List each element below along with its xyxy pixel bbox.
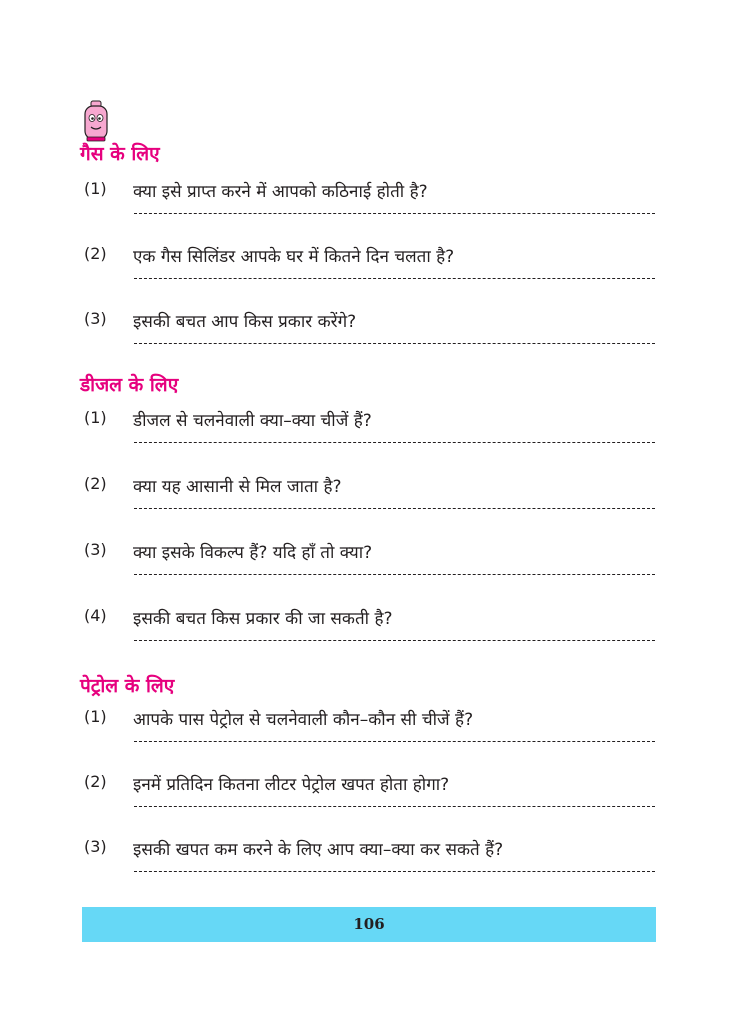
question-text: एक गैस सिलिंडर आपके घर में कितने दिन चलता है? <box>133 247 455 267</box>
answer-line[interactable] <box>134 741 655 742</box>
answer-line[interactable] <box>134 442 655 443</box>
diesel-question-2 <box>80 474 655 530</box>
footer-bar <box>82 907 656 942</box>
section-petrol-heading: पेट्रोल के लिए <box>80 675 175 697</box>
gas-question-2 <box>80 244 655 300</box>
question-number: (2) <box>84 474 107 493</box>
question-number: (3) <box>84 540 107 559</box>
question-text: क्या इसके विकल्प हैं? यदि हाँ तो क्या? <box>133 543 373 563</box>
question-number: (3) <box>84 309 107 328</box>
answer-line[interactable] <box>134 508 655 509</box>
question-number: (1) <box>84 408 107 427</box>
question-text: आपके पास पेट्रोल से चलनेवाली कौन–कौन सी चीजें हैं? <box>133 710 474 730</box>
answer-line[interactable] <box>134 278 655 279</box>
question-number: (3) <box>84 837 107 856</box>
gas-cylinder-mascot-icon <box>82 100 110 142</box>
question-number: (4) <box>84 606 107 625</box>
answer-line[interactable] <box>134 640 655 641</box>
answer-line[interactable] <box>134 343 655 344</box>
question-text: क्या इसे प्राप्त करने में आपको कठिनाई होती है? <box>133 182 428 202</box>
answer-line[interactable] <box>134 871 655 872</box>
gas-question-1 <box>80 179 655 235</box>
question-text: क्या यह आसानी से मिल जाता है? <box>133 477 342 497</box>
answer-line[interactable] <box>134 213 655 214</box>
gas-question-3 <box>80 309 655 365</box>
question-text: इसकी बचत आप किस प्रकार करेंगे? <box>133 312 357 332</box>
diesel-question-3 <box>80 540 655 596</box>
answer-line[interactable] <box>134 574 655 575</box>
diesel-question-1 <box>80 408 655 464</box>
question-number: (2) <box>84 772 107 791</box>
page-number: 106 <box>353 915 385 933</box>
petrol-question-2 <box>80 772 655 828</box>
petrol-question-3 <box>80 837 655 893</box>
section-gas-heading: गैस के लिए <box>80 143 160 165</box>
answer-line[interactable] <box>134 806 655 807</box>
question-text: इसकी खपत कम करने के लिए आप क्या–क्या कर सकते हैं? <box>133 840 504 860</box>
question-number: (2) <box>84 244 107 263</box>
question-text: डीजल से चलनेवाली क्या–क्या चीजें हैं? <box>133 411 372 431</box>
diesel-question-4 <box>80 606 655 662</box>
section-diesel-heading: डीजल के लिए <box>80 374 179 396</box>
question-number: (1) <box>84 707 107 726</box>
petrol-question-1 <box>80 707 655 763</box>
question-text: इनमें प्रतिदिन कितना लीटर पेट्रोल खपत होता होगा? <box>133 775 450 795</box>
question-text: इसकी बचत किस प्रकार की जा सकती है? <box>133 609 393 629</box>
question-number: (1) <box>84 179 107 198</box>
